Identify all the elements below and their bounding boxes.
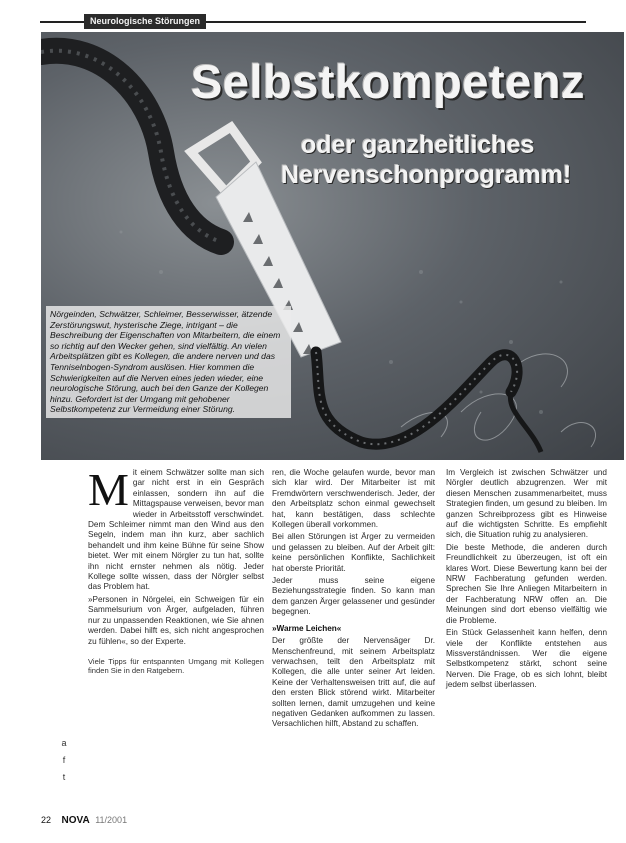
magazine-name: NOVA <box>61 815 90 826</box>
article-title: Selbstkompetenz <box>191 55 586 108</box>
paragraph: Jeder muss seine eigene Beziehungsstrategie finden. So kann man dem ganzen Ärger gelassener und gesünder begegnen. <box>272 576 435 617</box>
margin-marks <box>58 735 70 786</box>
subheading: »Warme Leichen« <box>272 623 342 633</box>
margin-mark: t <box>62 772 66 782</box>
dropcap: M <box>88 464 129 515</box>
paragraph: »Personen in Nörgelei, ein Schweigen für ein Sammelsurium von Ärger, aufgeladen, führen nur zu unpassenden Reaktionen, wie Sie ahnen werden. Dabei hilft es, sich nicht angesprochen zu fühlen«, so der Experte. <box>88 594 264 646</box>
paragraph: Ein Stück Gelassenheit kann helfen, denn viele der Konflikte entstehen aus Missverständnissen. Wer die eigene Selbstkompetenz stärkt, schont seine Nerven. Die Frage, ob es sich lohnt, bleibt jedem selbst überlassen. <box>446 628 607 690</box>
paragraph: Die beste Methode, die anderen durch Freundlichkeit zu überzeugen, ist oft ein klares Wort. Diese Bewertung kann bei der NRW Fachberatung gefunden werden. Sprechen Sie Ihre Anliegen Mitarbeitern in der Fachberatung NRW offen an. Die Meinungen sind dort ebenso vielfältig wie die Probleme. <box>446 542 607 625</box>
subtitle-line: oder ganzheitliches <box>301 131 535 159</box>
margin-mark: a <box>61 738 67 748</box>
hero-image <box>41 32 624 460</box>
section-tag: Neurologische Störungen <box>84 14 206 29</box>
paragraph: Im Vergleich ist zwischen Schwätzer und Nörgler deutlich abzugrenzen. Wer mit diesen Menschen zusammenarbeitet, muss Strategien finden, um gesund zu bleiben. Im ganzen Schreibprozess gibt es Hinweise auf die wichtigsten Schritte. Es empfiehlt sich, die Situation ruhig zu analysieren. <box>446 468 607 540</box>
article-subtitle <box>281 130 572 190</box>
page-footer <box>41 815 127 826</box>
image-caption: Nörgeinden, Schwätzer, Schleimer, Besserwisser, ätzende Zerstörungswut, hysterische Ziege, intrigant – die Beschreibung der Eigenschaften von Mitarbeitern, die einem so richtig auf den Wecker gehen, sind vielfältig. An vielen Arbeitsplätzen gibt es Kollegen, die andere nerven und das Tenniselnbogen-Syndrom auslösen. Hier kommen die Schwierigkeiten auf die Nerven eines jeden wieder, eine neurologische Störung, auch bei den Ganze der Kollegen hinzu. Gefordert ist der Umgang mit gehobener Selbstkompetenz zur Vermeidung einer Störung. <box>46 306 291 418</box>
column-3 <box>446 468 607 693</box>
column-2 <box>272 468 435 732</box>
paragraph: Bei allen Störungen ist Ärger zu vermeiden und gelassen zu bleiben. Auf der Arbeit gilt: keine persönlichen Konflikte, Sachlichkeit hat oberste Priorität. <box>272 532 435 573</box>
margin-mark: f <box>62 755 66 765</box>
paragraph: it einem Schwätzer sollte man sich gar nicht erst in ein Gespräch einlassen, sondern ihn auf die Mittagspause verweisen, bevor man wieder in Arbeitsstoff verschwindet. Dem Schleimer nimmt man den Wind aus den Segeln, indem man ihn kurz, aber sachlich behandelt und ihm keine Bühne für seine Show bietet. Wer mit einem Nörgler zu tun hat, sollte ihn nicht ernster nehmen als nötig. Jeder Kollege sollte wissen, dass der Nörgler selbst das Problem hat. <box>88 468 264 592</box>
page-number: 22 <box>41 815 52 825</box>
subtitle-line: Nervenschonprogramm! <box>281 161 572 189</box>
column-1 <box>88 464 264 678</box>
paragraph: Der größte der Nervensäger Dr. Menschenfreund, mit seinem Arbeitsplatz verwachsen, teilt den Arbeitsplatz mit Kollegen, die alle unter seiner Art leiden. Keine der Verhaltensweisen tritt auf, die auf den ersten Blick störend wirkt. Mitarbeiter sollten lernen, damit umzugehen und keine negativen Gedanken aufkommen zu lassen. Versachlichen hilft, Abstand zu schaffen. <box>272 636 435 729</box>
issue-number: 11/2001 <box>95 815 128 825</box>
paragraph: ren, die Woche gelaufen wurde, bevor man sich klar wird. Der Mitarbeiter ist mit Fremdwörtern verschwenderisch. Jeder, der den Arbeitsplatz schon einmal gewechselt hat, kann bestätigen, dass schlechte Kollegen überall vorkommen. <box>272 468 435 530</box>
footnote: Viele Tipps für entspannten Umgang mit Kollegen finden Sie in den Ratgebern. <box>88 656 264 676</box>
